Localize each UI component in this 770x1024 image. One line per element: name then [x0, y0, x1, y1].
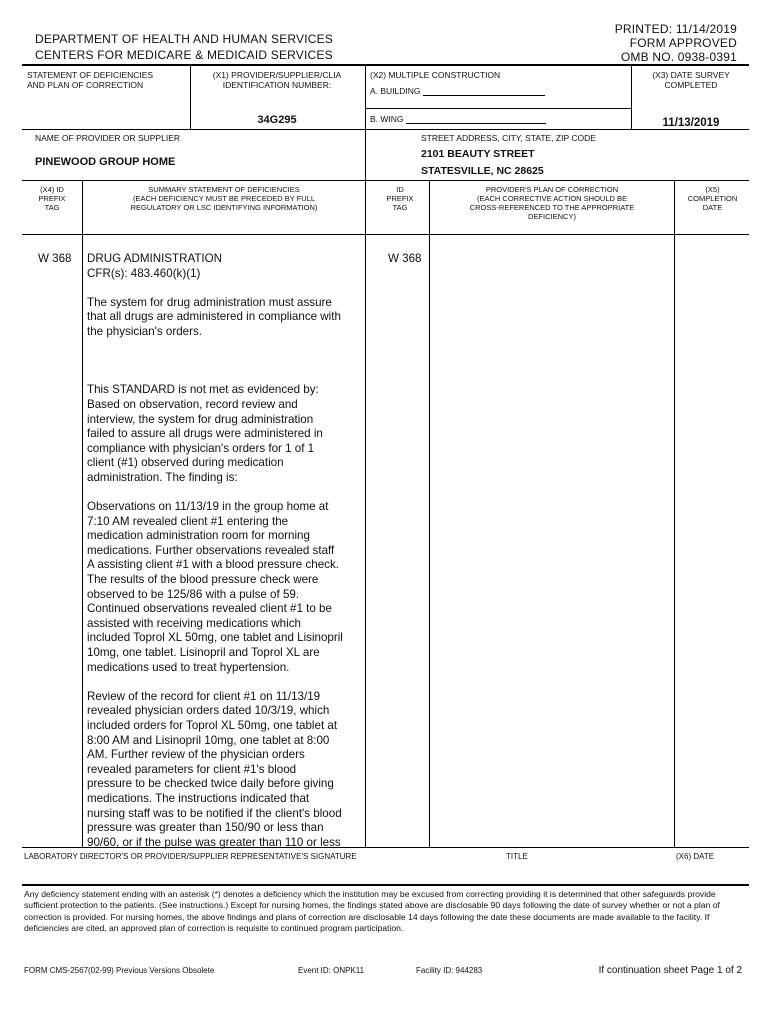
signature-label: LABORATORY DIRECTOR'S OR PROVIDER/SUPPLIER REPRESENTATIVE'S SIGNATURE [24, 852, 357, 861]
id-prefix-header: ID PREFIX TAG [386, 185, 414, 212]
building-blank [423, 86, 545, 96]
date-label: (X6) DATE [676, 852, 715, 861]
column-divider [429, 180, 430, 848]
column-divider [82, 240, 83, 848]
department-title: DEPARTMENT OF HEALTH AND HUMAN SERVICES [35, 32, 334, 46]
event-id: Event ID: ONPK11 [298, 966, 365, 975]
address-label: STREET ADDRESS, CITY, STATE, ZIP CODE [421, 133, 596, 143]
summary-header: SUMMARY STATEMENT OF DEFICIENCIES (EACH DEFICIENCY MUST BE PRECEDED BY FULL REGULATORY OR LSC IDENTIFYING INFORMATION) [130, 185, 318, 212]
x5-header: (X5) COMPLETION DATE [687, 185, 738, 212]
signature-rule [22, 884, 749, 886]
wing-label: B. WING [370, 114, 404, 124]
disclaimer: Any deficiency statement ending with an asterisk (*) denotes a deficiency which the institution may be excused from correcting providing it is determined that other safeguards provide sufficient protection to the patients. (See instructions.) Except for nursing homes, the findings stated above are disclosable 90 days following the date of survey whether or not a plan of correction is provided. For nursing homes, the above findings and plans of correction are disclosable 14 days following the date these documents are made available to the facility. If deficiencies are cited, an approved plan of correction is requisite to continued program participation. [24, 889, 720, 934]
divider [365, 108, 631, 109]
agency-title: CENTERS FOR MEDICARE & MEDICAID SERVICES [35, 48, 333, 62]
form-number: FORM CMS-2567(02-99) Previous Versions Obsolete [24, 966, 215, 975]
divider [190, 64, 191, 130]
paragraph: This STANDARD is not met as evidenced by: Based on observation, record review and interview, the system for drug administration failed to assure all drugs were administered in compliance with physician's orders for 1 of 1 client (#1) observed during medication administration. The finding is: [87, 383, 323, 484]
address-street: 2101 BEAUTY STREET [421, 148, 535, 160]
statement-label: STATEMENT OF DEFICIENCIES AND PLAN OF CORRECTION [27, 70, 154, 90]
paragraph: Review of the record for client #1 on 11/13/19 revealed physician orders dated 10/3/19, which included orders for Toprol XL 50mg, one tablet at 8:00 AM and Lisinopril 10mg, one tablet at 8:00 AM. Further review of the physician orders revealed parameters for client #1's blood pressure to be checked twice daily before giving medications. The instructions indicated that nursing staff was to be notified if the client's blood pressure was greater than 150/90 or less than 90/60, or if the pulse was greater than 110 or less [87, 689, 342, 849]
divider [22, 180, 749, 181]
plan-tag: W 368 [388, 252, 422, 265]
form-approved: FORM APPROVED [629, 36, 737, 50]
x4-header: (X4) ID PREFIX TAG [38, 185, 66, 212]
omb-number: OMB NO. 0938-0391 [620, 50, 737, 64]
deficiency-text [87, 252, 363, 850]
divider [631, 64, 632, 130]
paragraph: The system for drug administration must assure that all drugs are administered in compliance with the physician's orders. [87, 295, 341, 338]
wing-field [370, 114, 546, 124]
building-field [370, 86, 545, 96]
page-indicator: If continuation sheet Page 1 of 2 [598, 965, 742, 976]
paragraph: Observations on 11/13/19 in the group home at 7:10 AM revealed client #1 entering the medication administration room for morning medications. Further observations revealed staff A assisting client #1 with a blood pressure check. The results of the blood pressure check were observed to be 125/86 with a pulse of 59. Continued observations revealed client #1 to be assisted with receiving medications which included Toprol XL 50mg, one tablet and Lisinopril 10mg, one tablet. Lisinopril and Toprol XL are medications used to treat hypertension. [87, 500, 343, 674]
top-rule [22, 64, 749, 66]
divider [365, 64, 366, 180]
x1-label: (X1) PROVIDER/SUPPLIER/CLIA IDENTIFICATION NUMBER: [212, 70, 342, 90]
provider-name-label: NAME OF PROVIDER OR SUPPLIER [35, 133, 180, 143]
provider-id: 34G295 [257, 114, 297, 126]
building-label: A. BUILDING [370, 86, 421, 96]
plan-header: PROVIDER'S PLAN OF CORRECTION (EACH CORRECTIVE ACTION SHOULD BE CROSS-REFERENCED TO THE APPROPRIATE DEFICIENCY) [469, 185, 635, 221]
printed-date: PRINTED: 11/14/2019 [614, 22, 737, 36]
wing-blank [406, 114, 546, 124]
deficiency-tag: W 368 [38, 252, 72, 265]
column-divider [365, 180, 366, 848]
address-city: STATESVILLE, NC 28625 [421, 165, 544, 177]
provider-name: PINEWOOD GROUP HOME [35, 156, 176, 168]
divider [22, 129, 749, 130]
x2-label: (X2) MULTIPLE CONSTRUCTION [370, 70, 501, 80]
divider [22, 234, 749, 235]
survey-date: 11/13/2019 [662, 117, 720, 129]
paragraph [87, 354, 363, 369]
facility-id: Facility ID: 944283 [416, 966, 483, 975]
column-divider [674, 180, 675, 848]
x3-label: (X3) DATE SURVEY COMPLETED [652, 70, 730, 90]
title-label: TITLE [506, 852, 528, 861]
paragraph: DRUG ADMINISTRATION CFR(s): 483.460(k)(1) [87, 252, 223, 280]
